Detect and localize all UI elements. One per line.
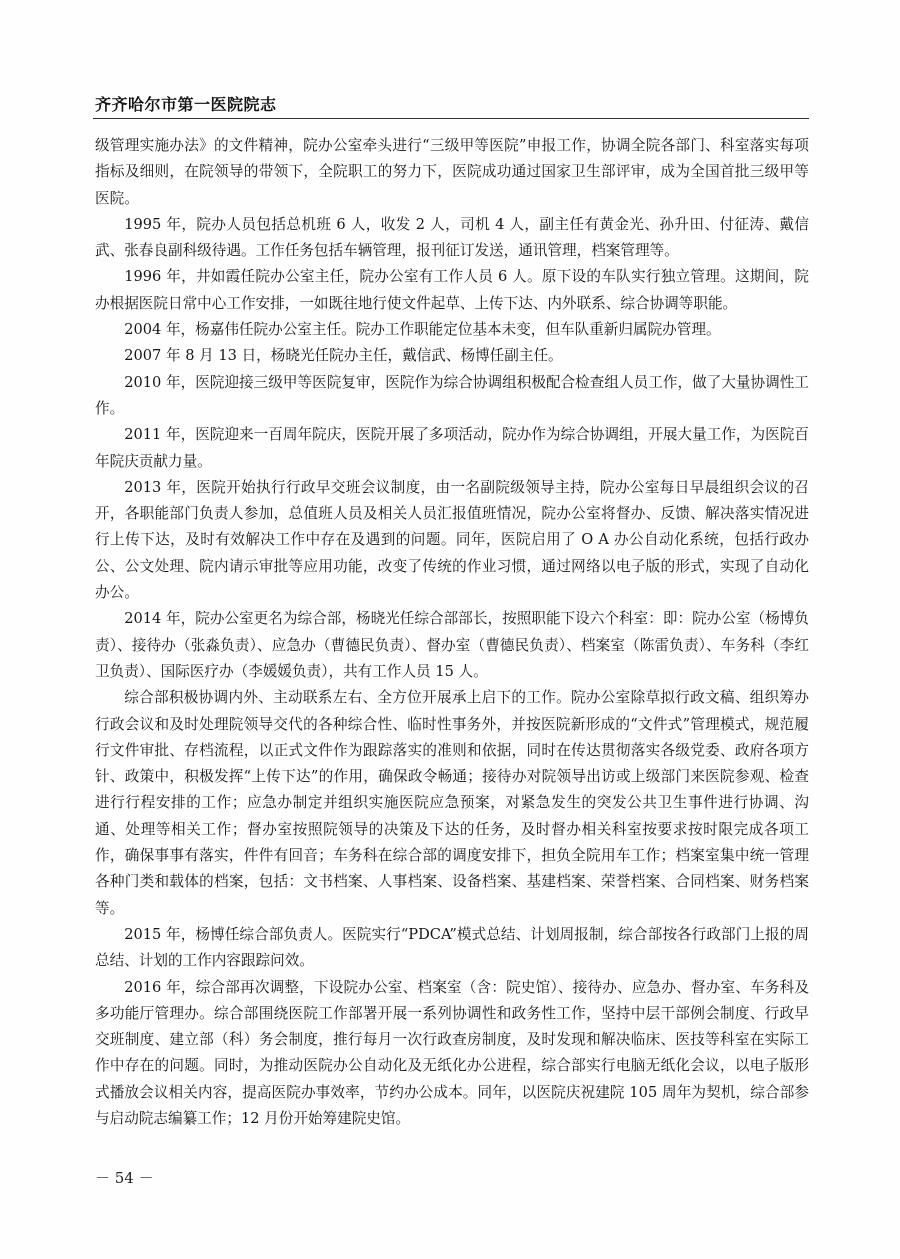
paragraph-1996: 1996 年，井如霞任院办公室主任，院办公室有工作人员 6 人。原下设的车队实行独立管理。这期间，院办根据医院日常中心工作安排，一如既往地行使文件起草、上传下达、内外联系、综合协调等职能。 (95, 268, 809, 312)
paragraph-2016: 2016 年，综合部再次调整，下设院办公室、档案室（含：院史馆）、接待办、应急办、督办室、车务科及多功能厅管理办。综合部围绕医院工作部署开展一系列协调性和政务性工作，坚持中层干部例会制度、行政早交班制度、建立部（科）务会制度，推行每月一次行政查房制度，及时发现和解决临床、医技等科室在实际工作中存在的问题。同时，为推动医院办公自动化及无纸化办公进程，综合部实行电脑无纸化会议，以电子版形式播放会议相关内容，提高医院办事效率，节约办公成本。同年，以医院庆祝建院 105 周年为契机，综合部参与启动院志编纂工作；12 月份开始筹建院史馆。 (95, 978, 809, 1127)
paragraph-2015: 2015 年，杨博任综合部负责人。医院实行“PDCA”模式总结、计划周报制，综合部按各行政部门上报的周总结、计划的工作内容跟踪问效。 (95, 925, 809, 970)
paragraph-2010: 2010 年，医院迎接三级甲等医院复审，医院作为综合协调组积极配合检查组人员工作，做了大量协调性工作。 (95, 373, 809, 417)
paragraph-2004: 2004 年，杨嘉伟任院办公室主任。院办工作职能定位基本未变，但车队重新归属院办管理。 (124, 321, 721, 339)
paragraph-2014: 2014 年，院办公室更名为综合部，杨晓光任综合部部长，按照职能下设六个科室：即：院办公室（杨博负责）、接待办（张淼负责）、应急办（曹德民负责）、督办室（曹德民负责）、档案室（陈雷负责）、车务科（李红卫负责）、国际医疗办（李媛媛负责），共有工作人员 15 人。 (95, 610, 809, 680)
body-text (95, 133, 809, 1132)
paragraph-1995: 1995 年，院办人员包括总机班 6 人，收发 2 人，司机 4 人，副主任有黄金光、孙升田、付征涛、戴信武、张春良副科级待遇。工作任务包括车辆管理，报刊征订发送，通讯管理，档案管理等。 (95, 215, 809, 260)
paragraph-2013: 2013 年，医院开始执行行政早交班会议制度，由一名副院级领导主持，院办公室每日早晨组织会议的召开，各职能部门负责人参加，总值班人员及相关人员汇报值班情况，院办公室将督办、反馈、解决落实情况进行上传下达，及时有效解决工作中存在及遇到的问题。同年，医院启用了 O A 办公自动化系统，包括行政办公、公文处理、院内请示审批等应用功能，改变了传统的作业习惯，通过网络以电子版的形式，实现了自动化办公。 (95, 478, 809, 602)
page-number: － 54 － (95, 1169, 154, 1187)
running-header-title: 齐齐哈尔市第一医院院志 (95, 95, 277, 114)
paragraph-department-duties: 综合部积极协调内外、主动联系左右、全方位开展承上启下的工作。院办公室除草拟行政文稿、组织筹办行政会议和及时处理院领导交代的各种综合性、临时性事务外，并按医院新形成的“文件式”管理模式，规范履行文件审批、存档流程，以正式文件作为跟踪落实的准则和依据，同时在传达贯彻落实各级党委、政府各项方针、政策中，积极发挥“上传下达”的作用，确保政令畅通；接待办对院领导出访或上级部门来医院参观、检查进行行程安排的工作；应急办制定并组织实施医院应急预案，对紧急发生的突发公共卫生事件进行协调、沟通、处理等相关工作；督办室按照院领导的决策及下达的任务，及时督办相关科室按要求按时限完成各项工作，确保事事有落实，件件有回音；车务科在综合部的调度安排下，担负全院用车工作；档案室集中统一管理各种门类和载体的档案，包括：文书档案、人事档案、设备档案、基建档案、荣誉档案、合同档案、财务档案等。 (95, 689, 809, 917)
paragraph-2007: 2007 年 8 月 13 日，杨晓光任院办主任，戴信武、杨博任副主任。 (124, 347, 563, 365)
header-divider (93, 118, 809, 119)
paragraph-continuation: 级管理实施办法》的文件精神，院办公室牵头进行“三级甲等医院”申报工作，协调全院各部门、科室落实每项指标及细则，在院领导的带领下，全院职工的努力下，医院成功通过国家卫生部评审，成为全国首批三级甲等医院。 (95, 137, 809, 207)
paragraph-2011: 2011 年，医院迎来一百周年院庆，医院开展了多项活动，院办作为综合协调组，开展大量工作，为医院百年院庆贡献力量。 (95, 426, 809, 470)
